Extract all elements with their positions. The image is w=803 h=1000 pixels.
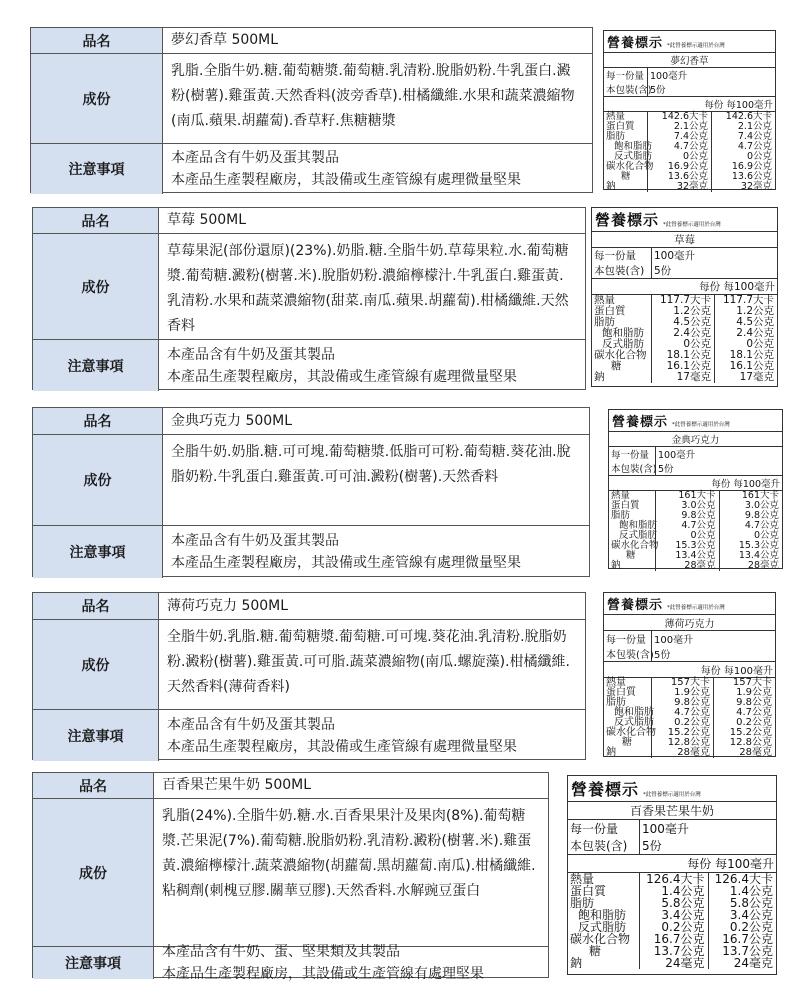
nutrition-header [609,410,782,432]
nutrient-value: 15.3公克 [675,540,716,551]
nutrient-value: 18.1公克 [729,349,774,361]
warning-line: 本產品含有牛奶及蛋其製品 [167,346,335,363]
per-100ml-column [709,873,777,969]
nutrition-product-name: 百香果芒果牛奶 [568,802,776,820]
nutrient-values [652,678,775,758]
nutrition-column-headers [609,476,782,491]
nutrition-title: 營養標示 [612,415,669,430]
nutrient-value: 4.7公克 [674,707,710,718]
warning-line: 本產品含有牛奶及蛋其製品 [167,716,335,733]
label-warning: 注意事項 [33,710,159,761]
warning-lines [171,530,521,574]
nutrient-value: 161大卡 [678,490,716,501]
value-ingredients [163,54,592,143]
row-name [33,408,589,435]
label-name: 品名 [33,593,159,619]
nutrient-name: 脂肪 [570,896,595,910]
nutrition-facts-panel [591,207,778,387]
nutrition-note: *此營養標示適用於台灣 [667,43,725,49]
nutrient-value: 2.4公克 [736,327,774,339]
nutrient-value: 9.8公克 [744,510,779,521]
warning-line: 本產品生產製程廠房，其設備或生產管線有處理堅果 [162,966,484,982]
per-serving-column [652,678,714,758]
nutrient-value: 4.7公克 [744,520,779,531]
row-ingredients [33,234,585,340]
nutrition-serving [604,68,775,97]
nutrient-value: 126.4大卡 [646,872,705,886]
nutrition-body [568,873,776,969]
nutrient-value: 9.8公克 [736,697,772,708]
nutrient-value: 157大卡 [732,677,772,688]
nutrition-body [604,112,775,192]
nutrition-body [592,295,777,383]
nutrient-value: 0公克 [690,530,716,541]
label-ingredients: 成份 [33,435,163,525]
row-warning [31,144,592,194]
nutrient-names [604,677,656,758]
nutrition-column-headers [604,97,775,112]
nutrient-value: 3.4公克 [729,908,773,922]
nutrition-column-headers [604,662,775,678]
serving-values [640,820,689,854]
warning-lines [162,941,484,985]
ingredients-text: 全脂牛奶.乳脂.糖.葡萄糖漿.葡萄糖.可可塊.葵花油.乳清粉.脫脂奶粉.澱粉(樹薯).雞蛋黃.可可脂.蔬菜濃縮物(南瓜.螺旋藻).柑橘纖維.天然香料(薄荷香料) [167,629,570,695]
warning-line: 本產品生產製程廠房，其設備或生產管線有處理微量堅果 [167,738,517,755]
per-100ml-column [715,295,777,383]
nutrition-facts-panel [567,775,777,975]
nutrition-title: 營養標示 [607,36,664,51]
nutrient-name: 鈉 [606,181,616,192]
label-warning: 注意事項 [33,526,163,578]
row-name [33,593,585,620]
serving-size-value: 100毫升 [658,450,696,461]
row-warning [33,526,589,578]
nutrient-value: 32毫克 [676,181,708,192]
warning-line: 本產品含有牛奶、蛋、堅果類及其製品 [162,944,400,960]
nutrition-header [592,208,777,232]
nutrition-facts-panel [603,592,776,757]
label-warning: 注意事項 [33,947,154,979]
serving-values [648,68,687,96]
nutrient-value: 13.4公克 [738,550,779,561]
nutrient-value: 0.2公克 [729,920,773,934]
serving-labels [604,631,652,661]
nutrient-value: 3.0公克 [681,500,716,511]
nutrition-note: *此營養標示適用於台灣 [663,222,721,228]
nutrient-value: 32毫克 [740,181,772,192]
nutrient-value: 9.8公克 [674,697,710,708]
nutrient-value: 3.4公克 [661,908,705,922]
nutrient-value: 0公克 [746,151,772,162]
warning-lines [171,147,521,191]
nutrient-name: 碳水化合物 [606,727,656,738]
serving-size-value: 100毫升 [650,71,688,82]
servings-value: 5份 [658,464,674,475]
nutrient-value: 5.8公克 [661,896,705,910]
warning-lines [167,344,517,388]
col-per-100ml: 每100毫升 [726,100,773,111]
product-name: 草莓 500ML [167,212,247,228]
nutrient-value: 7.4公克 [673,131,708,142]
nutrition-body [604,678,775,758]
nutrient-value: 2.1公克 [673,121,708,132]
serving-values [652,631,693,661]
nutrient-value: 16.1公克 [666,360,711,372]
nutrition-serving [592,248,777,279]
nutrient-name: 碳水化合物 [570,932,631,946]
row-ingredients [33,620,585,710]
nutrient-names [568,873,640,969]
servings-value: 5份 [654,650,671,661]
nutrient-name: 蛋白質 [606,121,635,132]
nutrient-values [640,873,776,969]
nutrition-note: *此營養標示適用於台灣 [643,792,701,798]
nutrient-name: 鈉 [606,747,616,758]
per-serving-column [640,873,709,969]
nutrient-value: 16.9公克 [667,161,708,172]
warning-line: 本產品含有牛奶及蛋其製品 [171,150,339,166]
value-name [163,408,589,434]
serving-size-value: 100毫升 [642,822,689,836]
col-per-serving: 每份 [711,479,734,490]
nutrient-name: 鈉 [594,371,605,383]
per-serving-column [648,112,712,192]
nutrient-value: 161大卡 [741,490,779,501]
nutrient-value: 16.7公克 [653,932,705,946]
nutrition-facts-panel [608,409,783,569]
nutrient-name: 反式脂肪 [614,717,654,728]
value-ingredients [159,620,585,709]
row-name [33,208,585,234]
nutrition-header [604,593,775,615]
nutrient-value: 28毫克 [747,560,779,571]
product-info-table [32,772,549,982]
nutrient-value: 1.2公克 [673,305,711,317]
nutrient-value: 4.5公克 [736,316,774,328]
nutrition-serving [568,820,776,855]
nutrient-name: 鈉 [570,956,583,970]
product-name: 薄荷巧克力 500ML [167,597,289,614]
value-warning [163,526,589,578]
nutrient-value: 13.7公克 [653,944,705,958]
label-name: 品名 [33,773,154,798]
nutrient-name: 碳水化合物 [594,349,647,361]
label-warning: 注意事項 [33,340,159,391]
col-per-serving: 每份 [704,100,727,111]
servings-value: 5份 [654,265,672,277]
nutrient-name: 蛋白質 [606,687,636,698]
nutrient-name: 糖 [626,550,636,561]
value-warning [159,710,585,761]
nutrition-column-headers [568,855,776,873]
product-name: 百香果芒果牛奶 500ML [162,777,312,793]
serving-labels [604,68,652,96]
serving-values [652,248,695,278]
nutrient-value: 13.7公克 [722,944,773,958]
nutrient-value: 24毫克 [665,956,705,970]
nutrient-value: 28毫克 [684,560,716,571]
col-per-100ml: 每100毫升 [733,479,780,490]
serving-size-label: 每一份量 [611,450,650,461]
serving-labels [609,447,656,475]
nutrient-value: 4.5公克 [673,316,711,328]
row-warning [33,944,548,982]
nutrient-name: 糖 [621,171,631,182]
nutrition-title: 營養標示 [607,598,664,613]
nutrient-value: 15.2公克 [667,727,710,738]
nutrition-body [609,491,782,571]
nutrient-value: 13.4公克 [675,550,716,561]
nutrient-value: 15.2公克 [729,727,772,738]
nutrient-name: 糖 [589,944,602,958]
per-100ml-column [714,678,775,758]
product-name: 夢幻香草 500ML [171,32,279,48]
label-name: 品名 [33,408,163,434]
nutrient-name: 碳水化合物 [611,540,659,551]
nutrition-serving [609,447,782,476]
ingredients-text: 全脂牛奶.奶脂.糖.可可塊.葡萄糖漿.低脂可可粉.葡萄糖.葵花油.脫脂奶粉.牛乳蛋白.雞蛋黃.可可油.澱粉(樹薯).天然香料 [171,444,571,485]
nutrient-name: 反式脂肪 [614,151,653,162]
value-warning [159,340,585,391]
nutrient-value: 16.9公克 [731,161,772,172]
nutrient-values [652,295,777,383]
value-name [159,208,585,233]
nutrient-value: 157大卡 [670,677,710,688]
nutrient-value: 3.0公克 [744,500,779,511]
row-ingredients [31,54,592,144]
ingredients-text: 乳脂.全脂牛奶.糖.葡萄糖漿.葡萄糖.乳清粉.脫脂奶粉.牛乳蛋白.澱粉(樹薯).雞蛋黃.天然香料(波旁香草).柑橘纖維.水果和蔬菜濃縮物(南瓜.蘋果.胡蘿蔔).香草籽.焦糖糖漿 [171,63,575,129]
col-per-100ml: 每100毫升 [723,666,773,677]
label-ingredients: 成份 [33,234,159,339]
nutrient-value: 1.4公克 [661,884,705,898]
warning-line: 本產品生產製程廠房，其設備或生產管線有處理微量堅果 [171,172,521,188]
nutrition-product-name: 草莓 [592,232,777,248]
nutrient-value: 142.6大卡 [661,111,708,122]
nutrition-facts-panel [603,30,776,190]
col-per-serving: 每份 [687,857,716,871]
nutrient-name: 反式脂肪 [578,920,627,934]
servings-label: 本包裝(含) [606,650,654,661]
warning-lines [167,714,517,758]
nutrient-value: 12.8公克 [667,737,710,748]
nutrient-value: 4.7公克 [736,707,772,718]
nutrient-name: 蛋白質 [570,884,607,898]
ingredients-text: 乳脂(24%).全脂牛奶.糖.水.百香果果汁及果肉(8%).葡萄糖漿.芒果泥(7%).葡萄糖.脫脂奶粉.乳清粉.澱粉(樹薯.米).雞蛋黃.濃縮檸檬汁.蔬菜濃縮物(胡蘿蔔.黑胡蘿蔔.南瓜).柑橘纖維.粘稠劑(刺槐豆膠.關華豆膠).天然香料.水解豌豆蛋白 [162,808,536,899]
per-100ml-column [712,112,775,192]
nutrient-value: 1.9公克 [736,687,772,698]
nutrient-values [648,112,775,192]
serving-labels [568,820,640,854]
nutrient-value: 1.4公克 [729,884,773,898]
warning-line: 本產品生產製程廠房，其設備或生產管線有處理微量堅果 [171,555,521,571]
warning-line: 本產品生產製程廠房，其設備或生產管線有處理微量堅果 [167,368,517,385]
per-100ml-column [720,491,783,571]
nutrient-name: 熱量 [606,677,626,688]
label-name: 品名 [31,28,163,53]
nutrient-name: 反式脂肪 [619,530,658,541]
per-serving-column [652,295,715,383]
nutrient-value: 0公克 [746,338,774,350]
value-warning [163,144,592,194]
nutrient-name: 飽和脂肪 [619,520,658,531]
nutrient-name: 飽和脂肪 [614,707,654,718]
value-ingredients [154,799,548,946]
nutrient-value: 4.7公克 [681,520,716,531]
col-per-100ml: 每100毫升 [723,281,775,293]
nutrition-title: 營養標示 [571,780,640,799]
nutrient-value: 28毫克 [739,747,772,758]
servings-label: 本包裝(含) [606,85,652,96]
serving-size-label: 每一份量 [570,822,619,836]
nutrient-value: 117.7大卡 [722,294,774,306]
product-info-table [32,407,590,577]
nutrition-note: *此營養標示適用於台灣 [667,605,725,611]
nutrition-serving [604,631,775,662]
product-info-table [32,592,586,760]
nutrient-value: 17毫克 [676,371,711,383]
nutrient-value: 0公克 [682,151,708,162]
nutrient-name: 糖 [611,360,622,372]
label-ingredients: 成份 [33,620,159,709]
nutrient-value: 2.1公克 [737,121,772,132]
nutrient-value: 4.7公克 [737,141,772,152]
nutrition-product-name: 薄荷巧克力 [604,615,775,631]
nutrient-name: 脂肪 [611,510,631,521]
product-name: 金典巧克力 500ML [171,412,293,429]
nutrient-value: 5.8公克 [729,896,773,910]
nutrient-name: 熱量 [611,490,631,501]
product-info-table [30,27,593,193]
nutrition-title: 營養標示 [595,211,660,229]
nutrient-name: 蛋白質 [611,500,640,511]
nutrient-name: 脂肪 [606,131,626,142]
serving-size-label: 每一份量 [606,71,645,82]
servings-label: 本包裝(含) [594,265,645,277]
nutrient-value: 0.2公克 [661,920,705,934]
value-warning [154,944,548,982]
row-name [33,773,548,799]
servings-label: 本包裝(含) [611,464,657,475]
nutrient-value: 2.4公克 [673,327,711,339]
nutrient-value: 16.7公克 [722,932,773,946]
nutrient-names [592,295,652,383]
value-name [159,593,585,619]
servings-value: 5份 [650,85,666,96]
value-ingredients [163,435,589,525]
serving-size-label: 每一份量 [594,250,636,262]
nutrient-name: 脂肪 [606,697,626,708]
nutrient-name: 碳水化合物 [606,161,654,172]
nutrient-name: 熱量 [606,111,626,122]
nutrient-name: 脂肪 [594,316,615,328]
serving-size-label: 每一份量 [606,635,646,646]
serving-size-value: 100毫升 [654,635,694,646]
nutrient-name: 糖 [622,737,632,748]
nutrient-name: 飽和脂肪 [614,141,653,152]
row-warning [33,710,585,761]
nutrition-note: *此營養標示適用於台灣 [672,422,730,428]
nutrient-value: 0.2公克 [736,717,772,728]
nutrient-value: 4.7公克 [673,141,708,152]
nutrient-name: 熱量 [594,294,615,306]
nutrient-value: 1.2公克 [736,305,774,317]
nutrient-value: 12.8公克 [729,737,772,748]
serving-values [656,447,695,475]
row-ingredients [33,435,589,526]
nutrient-name: 熱量 [570,872,595,886]
nutrient-name: 飽和脂肪 [602,327,644,339]
serving-labels [592,248,652,278]
nutrient-value: 7.4公克 [737,131,772,142]
servings-value: 5份 [642,839,662,853]
col-per-serving: 每份 [700,666,724,677]
nutrient-value: 13.6公克 [731,171,772,182]
col-per-100ml: 每100毫升 [715,857,774,871]
nutrient-names [609,490,659,571]
nutrient-name: 反式脂肪 [602,338,644,350]
value-name [163,28,592,53]
nutrient-value: 0.2公克 [674,717,710,728]
label-ingredients: 成份 [33,799,154,946]
nutrient-value: 13.6公克 [667,171,708,182]
value-ingredients [159,234,585,339]
value-name [154,773,548,798]
nutrition-header [604,31,775,53]
nutrient-value: 15.3公克 [738,540,779,551]
nutrition-column-headers [592,279,777,295]
per-serving-column [656,491,720,571]
serving-size-value: 100毫升 [654,250,696,262]
nutrient-value: 142.6大卡 [725,111,772,122]
row-name [31,28,592,54]
nutrition-product-name: 夢幻香草 [604,53,775,68]
label-ingredients: 成份 [31,54,163,143]
nutrient-names [604,111,654,192]
nutrient-values [656,491,782,571]
nutrient-value: 0公克 [753,530,779,541]
nutrient-value: 1.9公克 [674,687,710,698]
ingredients-text: 草莓果泥(部份還原)(23%).奶脂.糖.全脂牛奶.草莓果粒.水.葡萄糖漿.葡萄糖.澱粉(樹薯.米).脫脂奶粉.濃縮檸檬汁.牛乳蛋白.雞蛋黃.乳清粉.水果和蔬菜濃縮物(甜菜.南瓜.蘋果.胡蘿蔔).柑橘纖維.天然香料 [167,243,569,334]
nutrient-value: 9.8公克 [681,510,716,521]
nutrient-value: 117.7大卡 [659,294,711,306]
nutrient-value: 24毫克 [733,956,773,970]
warning-line: 本產品含有牛奶及蛋其製品 [171,533,339,549]
col-per-serving: 每份 [699,281,724,293]
nutrient-value: 17毫克 [739,371,774,383]
nutrition-product-name: 金典巧克力 [609,432,782,447]
nutrient-name: 飽和脂肪 [578,908,627,922]
product-info-table [32,207,586,390]
nutrient-value: 28毫克 [677,747,710,758]
label-name: 品名 [33,208,159,233]
label-warning: 注意事項 [31,144,163,194]
nutrient-value: 0公克 [683,338,711,350]
nutrient-name: 鈉 [611,560,621,571]
nutrient-value: 126.4大卡 [714,872,773,886]
row-ingredients [33,799,548,947]
nutrient-name: 蛋白質 [594,305,626,317]
nutrient-value: 16.1公克 [729,360,774,372]
row-warning [33,340,585,391]
nutrition-header [568,776,776,802]
nutrient-value: 18.1公克 [666,349,711,361]
servings-label: 本包裝(含) [570,839,628,853]
